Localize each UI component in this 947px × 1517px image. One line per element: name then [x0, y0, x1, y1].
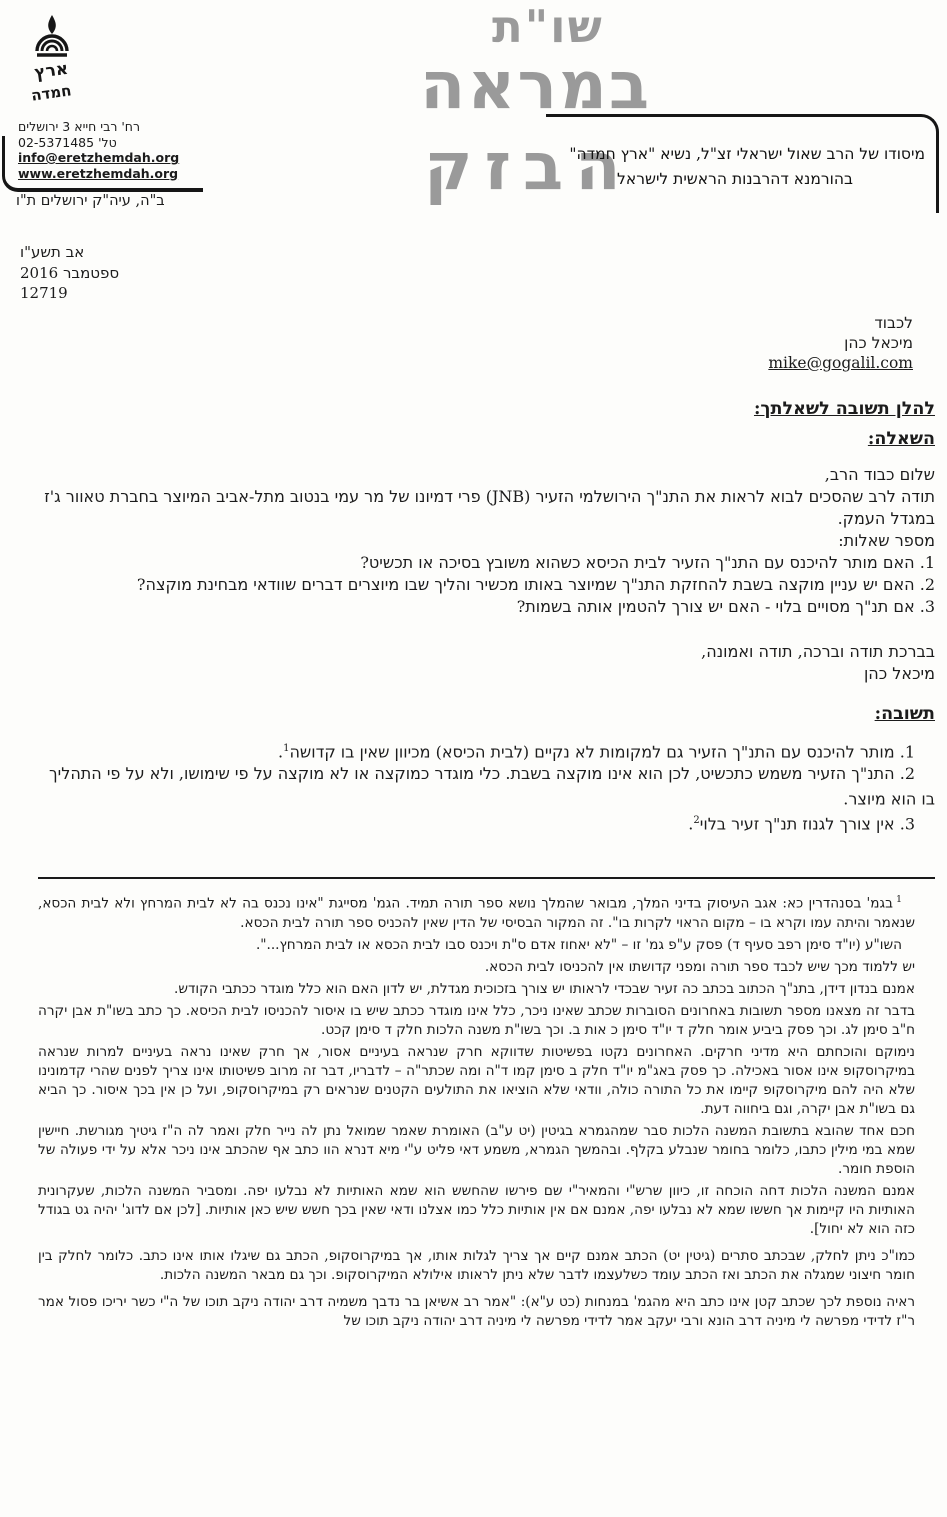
- letter-body: [0, 242, 947, 1331]
- letterhead: [0, 0, 947, 232]
- contact-website-link[interactable]: www.eretzhemdah.org: [18, 165, 179, 181]
- contact-address: רח' רבי חייא 3 ירושלים: [18, 119, 141, 134]
- answer-item-number: 1.: [899, 741, 915, 761]
- question-list-intro: מספר שאלות:: [838, 530, 935, 550]
- answer-item-number: 3.: [899, 814, 915, 834]
- subtitle-line-1: מיסודו של הרב שאול ישראלי זצ"ל, נשיא "ארץ חמדה": [569, 145, 925, 163]
- question-signature: מיכאל כהן: [863, 663, 935, 683]
- footnote-paragraph: נימוקם והוכחתם היא מדיני חרקים. האחרונים נקטו בפשיטות שדווקא חרק שנראה בעיניים אסור, אך חרק שאינו נראה בעיניים למרות שנראה במיקרוסקופ אינו אסור באכילה. כך פסק באג"מ יו"ד חלק ב סימן קמו ד"ה ומה שכתר"ה – לדבריו, דבר זה מרוב פשיטותו אינו צריך לפנים שהרי קדמונינו שלא היה להם מיקרוסקופ קיימו את כל התורה כולה, וודאי שלא הוציאו את התולעים הקטנים שנראים רק במיקרוסקופ, ועל כן אין בכך איסור. כך הביא גם בשו"ת אבן יקרה, וגם ביחווה דעת.: [38, 1044, 915, 1118]
- title-bemareh: במראה: [420, 46, 652, 124]
- answer-item: 1. מותר להיכנס עם התנ"ך הזעיר גם למקומות לא נקיים (לבית הכיסא) מכיוון שאין בו קדושה$^1$.: [277, 741, 915, 761]
- footnote-number: 1: [895, 894, 902, 906]
- answer-item-text: אין צורך לגנוז תנ"ך זעיר בלוי: [699, 814, 895, 834]
- flame-icon: [48, 15, 56, 34]
- gregorian-date: ספטמבר 2016: [20, 263, 120, 282]
- recipient-email-link[interactable]: mike@gogalil.com: [768, 353, 913, 372]
- date-block: [20, 242, 935, 304]
- question-item: 2. האם יש עניין מוקצה בשבת להחזקת התנ"ך שמיוצר באותו מכשיר והליך שבו מיוצרים דברים שוודאי מבחינת מוקצה?: [136, 574, 935, 594]
- question-intro: תודה לרב שהסכים לבוא לראות את התנ"ך הירושלמי הזעיר (JNB) פרי דמיונו של מר עמי בנטוב מתל-אביב המיוצר בחברת טאוור ג'ז במגדל העמק.: [44, 486, 935, 528]
- eretz-hemdah-logo: [26, 14, 78, 110]
- title-shut: שו"ת: [492, 0, 604, 53]
- answer-item: [38, 763, 935, 810]
- footnote-paragraph: חכם אחד שהובא בתשובת המשנה הלכות סבר שמהגמרא בגיטין (יט ע"ב) האומרת שאמר שמואל נתן לה נייר חלק ואמר לה ה"ז גיטיך מגורשת. חיישין שמא במי מילין כתבו, כלומר בחומר שנבלע בקלף. ובהמשך הגמרא, משמע דאי פליט ע"י מיא דנרא הוו כתב אף שהכתב אינו ניכר אלא על ידי פעולה של הוספת חומר.: [38, 1123, 915, 1178]
- footnote-paragraph: אמנם המשנה הלכות דחה הוכחה זו, כיוון שרש"י והמאיר"י שם פירשו שהחשש הוא שמא האותיות לא נבלעו יפה. ומסביר המשנה הלכות, שעקרונית האותיות היו קיימות אך חששו שמא לא נבלעו יפה, אמנם אם אין אותיות כלל כמו אצלנו ודאי שאין בכך חשש שיש כאן אותיות. [לכן אם לדוג' יהיה גט בגודל כזה הוא לא יחול].: [38, 1183, 915, 1238]
- response-intro-heading: להלן תשובה לשאלתך:: [753, 398, 935, 419]
- recipient-salutation: לכבוד: [874, 313, 913, 332]
- subtitle: [545, 142, 925, 192]
- footnote-paragraph: אמנם בנדון דידן, בתנ"ך הכתוב בכתב כה זעיר שבכדי לראותו יש צורך בזכוכית מגדלת, יש לדון האם הוא כלל מוגדר ככתבי הקודש.: [174, 981, 915, 998]
- answer-item-number: 2.: [899, 763, 915, 783]
- footnote-paragraph: כמו"כ ניתן לחלק, שבכתב סתרים (גיטין יט) הכתב אמנם קיים אך צריך לגלות אותו, אך במיקרוסקופ, הכתב גם שיגלו אותו אינו כתב. כלומר לחלק בין חומר חיצוני שמגלה את הכתב ואז הכתב עומד כשלעצמו לדבר שלא ניתן לראותו אילולא המיקרוסקופ. וכך גם מבאר המשנה הלכות.: [38, 1248, 915, 1284]
- answer-item-text: התנ"ך הזעיר משמש כתכשיט, לכן הוא אינו מוקצה בשבת. כלי מוגדר כמוקצה או לא מוקצה על פי שימושו, ולא על פי התהליך בו הוא מיוצר.: [49, 763, 935, 809]
- footnote-paragraph: יש ללמוד מכך שיש לכבד ספר תורה ומפני קדושתו אין להכניסו לבית הכסא.: [484, 959, 915, 976]
- contact-email-link[interactable]: info@eretzhemdah.org: [18, 150, 180, 165]
- footnote-paragraph: השו"ע (יו"ד סימן רפב סעיף ד) פסק ע"פ גמ' זו – "לא יאחוז אדם ס"ת ויכנס סבו לבית הכסא או לבית המרחץ...".: [255, 937, 902, 954]
- footnotes-section: [38, 890, 935, 1331]
- subtitle-line-2: בהורמנא דהרבנות הראשית לישראל: [617, 170, 853, 188]
- footnote-paragraph: ראיה נוספת לכך שכתב קטן אינו כתב היא מהגמ' במנחות (כט ע"א): "אמר רב אשיאן בר נדבך משמיה דרב יהודה ניקב תוכו של ה"י כשר יריכו פסול אמר ר"ז לדידי מפרשה לי מיניה דרב הונא ורבי יעקב אמר לדידי מפרשה לי מיניה דרב יהודה ניקב תוכו של: [38, 1294, 915, 1330]
- question-closing: בברכת תודה וברכה, תודה ואמונה,: [701, 641, 935, 661]
- footnote-ref-2: 2: [693, 815, 700, 827]
- menorah-arcs-icon: [37, 36, 67, 55]
- question-item: 1. האם מותר להיכנס עם התנ"ך הזעיר לבית הכיסא כשהוא משובץ בסיכה או תכשיט?: [360, 552, 935, 572]
- reference-number: 12719: [20, 284, 68, 302]
- footnote-paragraph: $^1$בגמ' בסנהדרין כא: אגב העיסוק בדיני המלך, מבואר שהמלך נושא ספר תורה תמיד. הגמ' מסייגת "אינו נכנס בה לא לבית המרחץ ולא לבית הכסא, שנאמר והיתה עמו וקרא בו – מקום הראוי לקרות בו". זה המקור הבסיסי של הדין שאין להכניס ספר תורה לבית הכסא.: [38, 894, 915, 932]
- contact-bracket-rule: [2, 136, 203, 192]
- answer-section: [38, 738, 935, 836]
- answer-item: 3. אין צורך לגנוז תנ"ך זעיר בלוי$^2$.: [688, 814, 915, 834]
- hebrew-date: אב תשע"ו: [20, 243, 85, 261]
- logo-text: חמדה: [30, 81, 73, 105]
- question-item: 3. אם תנ"ך מסויים בלוי - האם יש צורך להטמין אותה בשמות?: [516, 596, 935, 616]
- contact-phone: טל' 02-5371485: [18, 134, 117, 150]
- answer-item-text: מותר להיכנס עם התנ"ך הזעיר גם למקומות לא נקיים (לבית הכיסא) מכיוון שאין בו קדושה: [289, 741, 895, 761]
- logo-text: ארץ: [33, 58, 70, 84]
- question-section: [38, 464, 935, 685]
- title-habazak: הבזק: [424, 127, 633, 205]
- footnote-divider: [38, 877, 935, 879]
- question-heading: השאלה:: [867, 428, 935, 449]
- recipient-block: [38, 313, 935, 373]
- blessing-line: ב"ה, עיה"ק ירושלים ת"ו: [16, 193, 165, 209]
- question-greeting: שלום כבוד הרב,: [824, 464, 935, 484]
- footnote-ref-1: 1: [283, 742, 290, 754]
- answer-heading: תשובה:: [874, 703, 935, 724]
- recipient-name: מיכאל כהן: [844, 333, 913, 352]
- footnote-paragraph: בדבר זה מצאנו מספר תשובות באחרונים הסוברות שכתב שאינו ניכר, כלל אינו מוגדר ככתב שיש בו איסור להכניסו לבית הכיסא. כך כתב בשו"ת אבן יקרה ח"ב סימן לג. וכך פסק ביביע אומר חלק ד יו"ד סימן כ אות ב. וכך בשו"ת משנה הלכות חלק ד סימן קכט.: [38, 1003, 915, 1039]
